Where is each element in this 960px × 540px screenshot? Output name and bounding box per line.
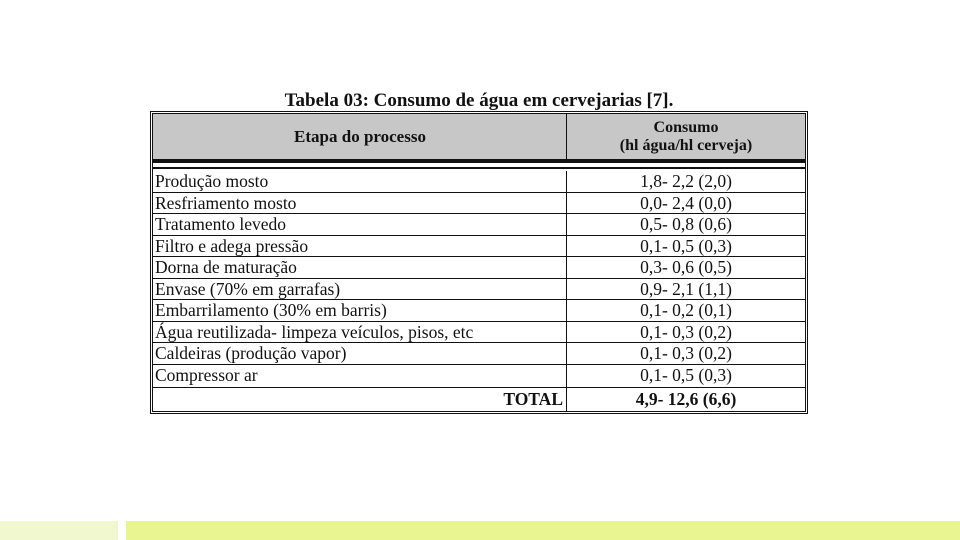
cell-etapa: Tratamento levedo: [155, 214, 287, 234]
header-consumo-unit: (hl água/hl cerveja): [619, 136, 753, 154]
cell-consumo: 0,9- 2,1 (1,1): [640, 278, 732, 299]
total-value: 4,9- 12,6 (6,6): [635, 389, 737, 409]
table-row: [153, 193, 805, 215]
table-row: [153, 300, 805, 322]
table-row: [153, 171, 805, 193]
cell-etapa: Caldeiras (produção vapor): [155, 343, 347, 363]
table-row: [153, 322, 805, 344]
cell-consumo: 0,1- 0,2 (0,1): [640, 300, 732, 320]
cell-etapa: Compressor ar: [155, 364, 258, 385]
cell-consumo: 1,8- 2,2 (2,0): [640, 171, 732, 191]
cell-etapa: Resfriamento mosto: [155, 192, 297, 213]
cell-etapa: Filtro e adega pressão: [155, 235, 309, 256]
header-etapa: Etapa do processo: [294, 126, 426, 146]
footer-bar-light: [0, 521, 118, 540]
cell-consumo: 0,1- 0,3 (0,2): [640, 343, 732, 363]
table-row: [153, 365, 805, 387]
cell-consumo: 0,1- 0,3 (0,2): [640, 321, 732, 342]
header-consumo-title: Consumo: [653, 118, 719, 136]
cell-consumo: 0,0- 2,4 (0,0): [640, 192, 732, 213]
table-row: [153, 279, 805, 301]
table-body: [153, 171, 805, 386]
footer-bar-accent: [126, 521, 960, 540]
cell-etapa: Embarrilamento (30% em barris): [155, 300, 387, 320]
cell-etapa: Dorna de maturação: [155, 257, 297, 277]
cell-etapa: Água reutilizada- limpeza veículos, pisos, etc: [155, 321, 474, 342]
table-row: [153, 236, 805, 258]
table-row: [153, 343, 805, 365]
total-label: TOTAL: [503, 389, 563, 409]
table-caption: Tabela 03: Consumo de água em cervejarias [7].: [284, 90, 674, 111]
total-row: [153, 387, 805, 411]
cell-consumo: 0,1- 0,5 (0,3): [640, 235, 732, 256]
header-double-rule: [153, 159, 805, 169]
cell-consumo: 0,5- 0,8 (0,6): [640, 214, 732, 234]
cell-etapa: Envase (70% em garrafas): [155, 278, 341, 299]
cell-consumo: 0,3- 0,6 (0,5): [640, 257, 732, 277]
table-header: [153, 114, 805, 159]
header-consumo: [567, 114, 805, 159]
water-consumption-table: [150, 111, 808, 414]
table-row: [153, 257, 805, 279]
table-row: [153, 214, 805, 236]
cell-consumo: 0,1- 0,5 (0,3): [640, 364, 732, 385]
cell-etapa: Produção mosto: [155, 171, 269, 191]
